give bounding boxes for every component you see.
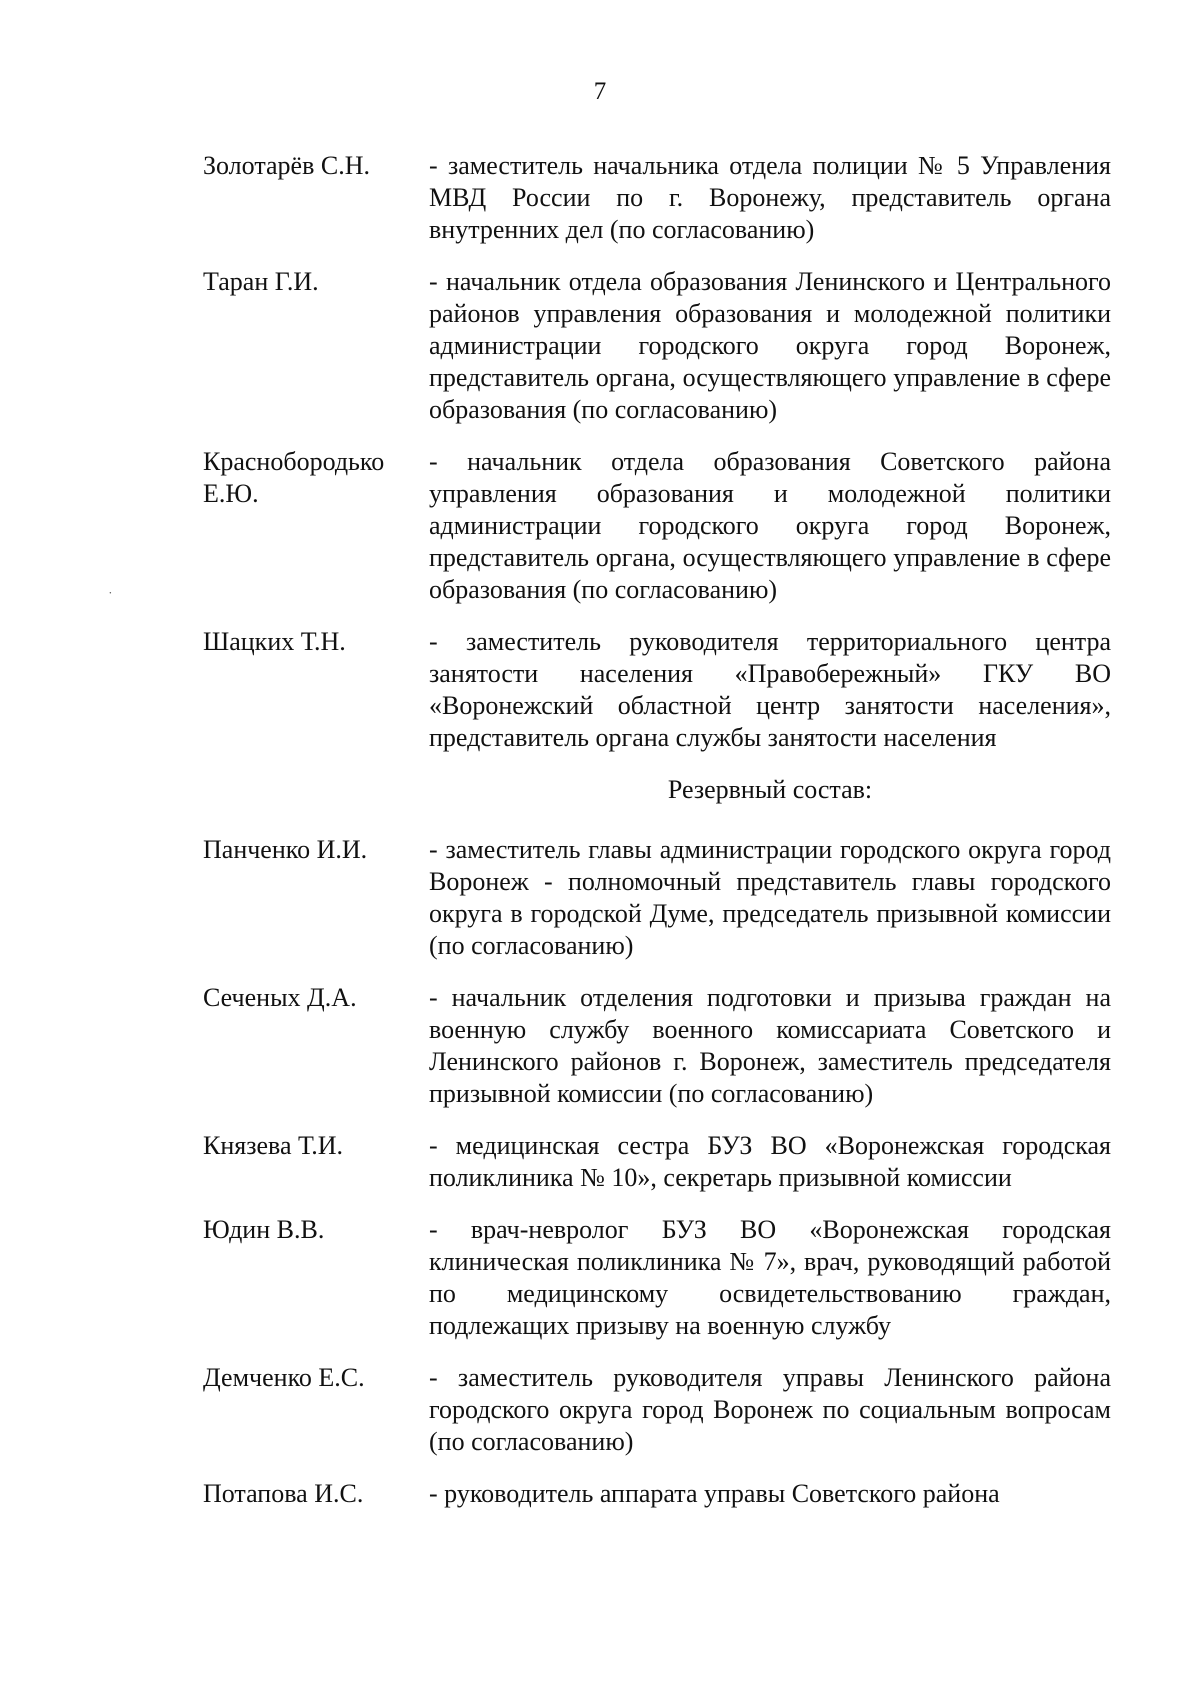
commission-list [203,150,1111,1530]
member-name: Шацких Т.Н. [203,627,346,656]
member-entry [203,150,1111,246]
member-entry [203,266,1111,426]
member-name: Золотарёв С.Н. [203,151,370,180]
reserve-heading: Резервный состав: [667,775,873,804]
member-name: Сеченых Д.А. [203,983,357,1012]
page-number: 7 [593,78,607,105]
member-name: Таран Г.И. [203,267,319,296]
member-role: - начальник отделения подготовки и призыва граждан на военную службу военного комиссариата Советского и Ленинского районов г. Воронеж, заместитель председателя призывной комиссии (по согласованию) [429,983,1111,1108]
member-name: Демченко Е.С. [203,1363,365,1392]
member-role: - врач-невролог БУЗ ВО «Воронежская городская клиническая поликлиника № 7», врач, руководящий работой по медицинскому освидетельствованию граждан, подлежащих призыву на военную службу [429,1215,1111,1340]
member-role: - медицинская сестра БУЗ ВО «Воронежская городская поликлиника № 10», секретарь призывной комиссии [429,1131,1111,1192]
member-role: - заместитель начальника отдела полиции № 5 Управления МВД России по г. Воронежу, представитель органа внутренних дел (по согласованию) [429,151,1111,244]
member-role: - начальник отдела образования Советского района управления образования и молодежной политики администрации городского округа город Воронеж, представитель органа, осуществляющего управление в сфере образования (по согласованию) [429,447,1111,604]
reserve-member-entry [203,834,1111,962]
reserve-member-entry [203,982,1111,1110]
member-name: Юдин В.В. [203,1215,325,1244]
member-name: Потапова И.С. [203,1479,364,1508]
member-role: - заместитель главы администрации городского округа город Воронеж - полномочный представитель главы городского округа в городской Думе, председатель призывной комиссии (по согласованию) [429,835,1111,960]
member-name: Князева Т.И. [203,1131,344,1160]
member-entry [203,626,1111,754]
member-role: - заместитель руководителя территориального центра занятости населения «Правобережный» ГКУ ВО «Воронежский областной центр занятости населения», представитель органа службы занятости населения [429,627,1111,752]
reserve-member-entry [203,1214,1111,1342]
member-name: Панченко И.И. [203,835,368,864]
member-role: - заместитель руководителя управы Ленинского района городского округа город Воронеж по социальным вопросам (по согласованию) [429,1363,1111,1456]
member-entry [203,446,1111,606]
member-role: - руководитель аппарата управы Советского района [429,1479,1000,1508]
member-name: Краснобородько Е.Ю. [203,447,385,508]
reserve-member-entry [203,1362,1111,1458]
scan-mark: ˙ [108,590,113,605]
reserve-member-entry [203,1130,1111,1194]
member-role: - начальник отдела образования Ленинского и Центрального районов управления образования и молодежной политики администрации городского округа город Воронеж, представитель органа, осуществляющего управление в сфере образования (по согласованию) [429,267,1111,424]
reserve-member-entry [203,1478,1111,1510]
